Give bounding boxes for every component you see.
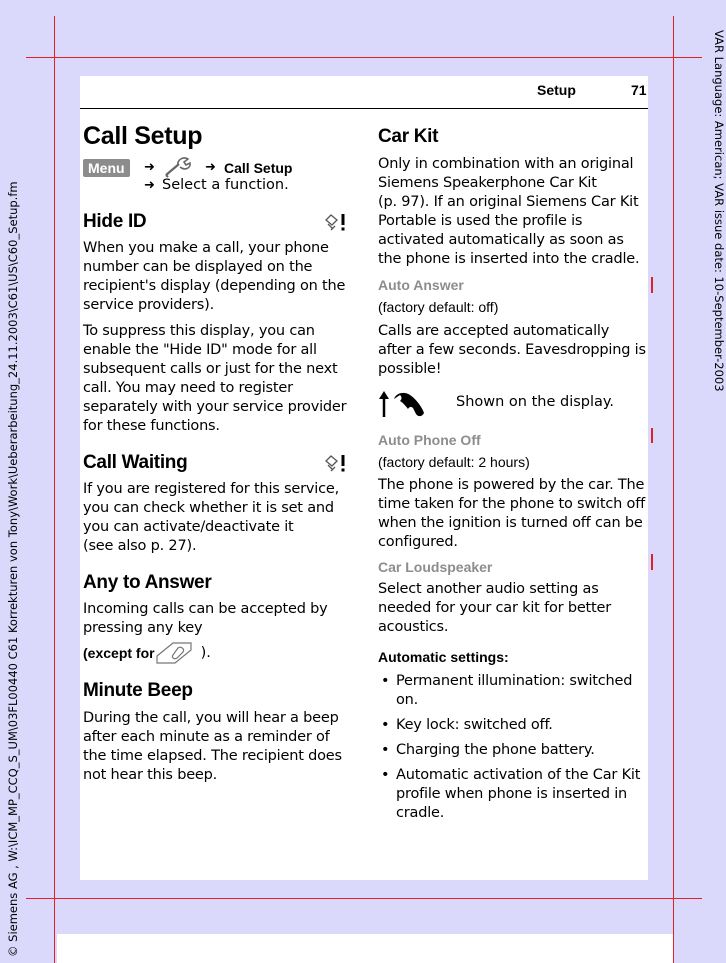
lower-white-strip	[57, 934, 673, 963]
crop-line-top	[26, 57, 702, 58]
margin-left-text: © Siemens AG , W:\ICM_MP_CCQ_S_UM\03FL00440 C61 Korrekturen von Tony\Work\Ueberarbeitung_24.11.2003\C61\US\C60_Setup.fm	[6, 181, 20, 957]
left-column	[83, 121, 351, 785]
bullet-dot: •	[381, 673, 390, 689]
change-bar	[651, 554, 653, 570]
heading-minute-beep: Minute Beep	[83, 680, 193, 701]
minute-beep-section	[83, 679, 351, 785]
minute-beep-paragraph: During the call, you will hear a beep after each minute as a reminder of the time elapsed. The recipient does not hear this beep.	[83, 710, 342, 783]
heading-auto-phone-off: Auto Phone Off	[378, 432, 481, 448]
right-column	[378, 125, 646, 829]
car-kit-paragraph-2: (p. 97). If an original Siemens Car Kit Portable is used the profile is activated automatically as soon as the phone is inserted into the cradle.	[378, 194, 640, 267]
arrow-icon: ➜	[144, 160, 155, 175]
call-waiting-paragraph-1: If you are registered for this service, you can check whether it is set and you can activate/deactivate it	[83, 481, 339, 535]
auto-answer-display-row	[378, 387, 646, 423]
arrow-icon: ➜	[205, 160, 216, 175]
crop-line-right	[673, 16, 674, 963]
menu-softkey: Menu	[83, 159, 130, 177]
hide-id-paragraph-1: When you make a call, your phone number can be displayed on the recipient's display (depending on the service providers).	[83, 240, 346, 313]
heading-call-waiting: Call Waiting	[83, 452, 188, 473]
heading-any-to-answer: Any to Answer	[83, 572, 212, 593]
wrench-icon	[163, 155, 193, 179]
list-item	[378, 672, 646, 710]
auto-phone-off-factory-default: (factory default: 2 hours)	[378, 454, 530, 470]
auto-answer-paragraph: Calls are accepted automatically after a few seconds. Eavesdropping is possible!	[378, 323, 646, 377]
shown-on-display-text: Shown on the display.	[456, 394, 615, 410]
crop-line-left	[54, 16, 55, 963]
auto-answer-symbol-icon	[378, 387, 428, 419]
manual-page	[80, 76, 648, 880]
except-open-paren: (	[83, 645, 88, 661]
header-title: Setup	[537, 82, 576, 98]
bullet-dot: •	[381, 717, 390, 733]
list-item	[378, 766, 646, 823]
end-call-key-icon	[155, 640, 195, 666]
except-for-label: except for	[87, 645, 155, 661]
provider-service-icon	[323, 453, 349, 473]
call-waiting-section	[83, 451, 351, 556]
bullet-dot: •	[381, 767, 390, 783]
provider-service-icon	[323, 212, 349, 232]
margin-right-text: VAR Language: American; VAR issue date: 10-September-2003	[712, 30, 726, 392]
any-to-answer-section	[83, 571, 351, 666]
auto-phone-off-paragraph: The phone is powered by the car. The time taken for the phone to switch off when the ignition is turned off can be configured.	[378, 477, 646, 550]
heading-car-loudspeaker: Car Loudspeaker	[378, 559, 493, 575]
header-rule	[80, 108, 648, 109]
except-line	[83, 640, 351, 666]
crop-line-bottom	[26, 898, 702, 899]
heading-auto-answer: Auto Answer	[378, 277, 464, 293]
hide-id-paragraph-2: To suppress this display, you can enable the "Hide ID" mode for all subsequent calls or just for the next call. You may need to register separately with your service provider for these functions.	[83, 323, 347, 434]
section-title-call-setup: Call Setup	[83, 122, 203, 150]
change-bar	[651, 428, 653, 443]
list-item-text: Charging the phone battery.	[396, 742, 595, 758]
list-item	[378, 741, 646, 760]
list-item-text: Permanent illumination: switched on.	[396, 673, 633, 708]
any-to-answer-paragraph: Incoming calls can be accepted by pressing any key	[83, 601, 328, 636]
bullet-dot: •	[381, 742, 390, 758]
list-item-text: Automatic activation of the Car Kit profile when phone is inserted in cradle.	[396, 767, 641, 821]
car-loudspeaker-paragraph: Select another audio setting as needed for your car kit for better acoustics.	[378, 581, 612, 635]
menu-path-label: Call Setup	[224, 160, 293, 176]
car-kit-paragraph-1: Only in combination with an original Siemens Speakerphone Car Kit	[378, 156, 634, 191]
call-waiting-paragraph-2: (see also p. 27).	[83, 538, 197, 554]
heading-hide-id: Hide ID	[83, 211, 147, 232]
page-number: 71	[631, 82, 647, 98]
heading-car-kit: Car Kit	[378, 126, 439, 147]
menu-path	[83, 159, 351, 195]
auto-answer-factory-default: (factory default: off)	[378, 299, 499, 315]
change-bar	[651, 277, 653, 293]
hide-id-section	[83, 210, 351, 436]
heading-automatic-settings: Automatic settings:	[378, 649, 509, 665]
automatic-settings-list	[378, 672, 646, 823]
arrow-icon: ➜	[144, 178, 155, 193]
select-function-text: Select a function.	[162, 177, 289, 193]
except-close-paren: ).	[200, 645, 211, 661]
list-item-text: Key lock: switched off.	[396, 717, 553, 733]
list-item	[378, 716, 646, 735]
